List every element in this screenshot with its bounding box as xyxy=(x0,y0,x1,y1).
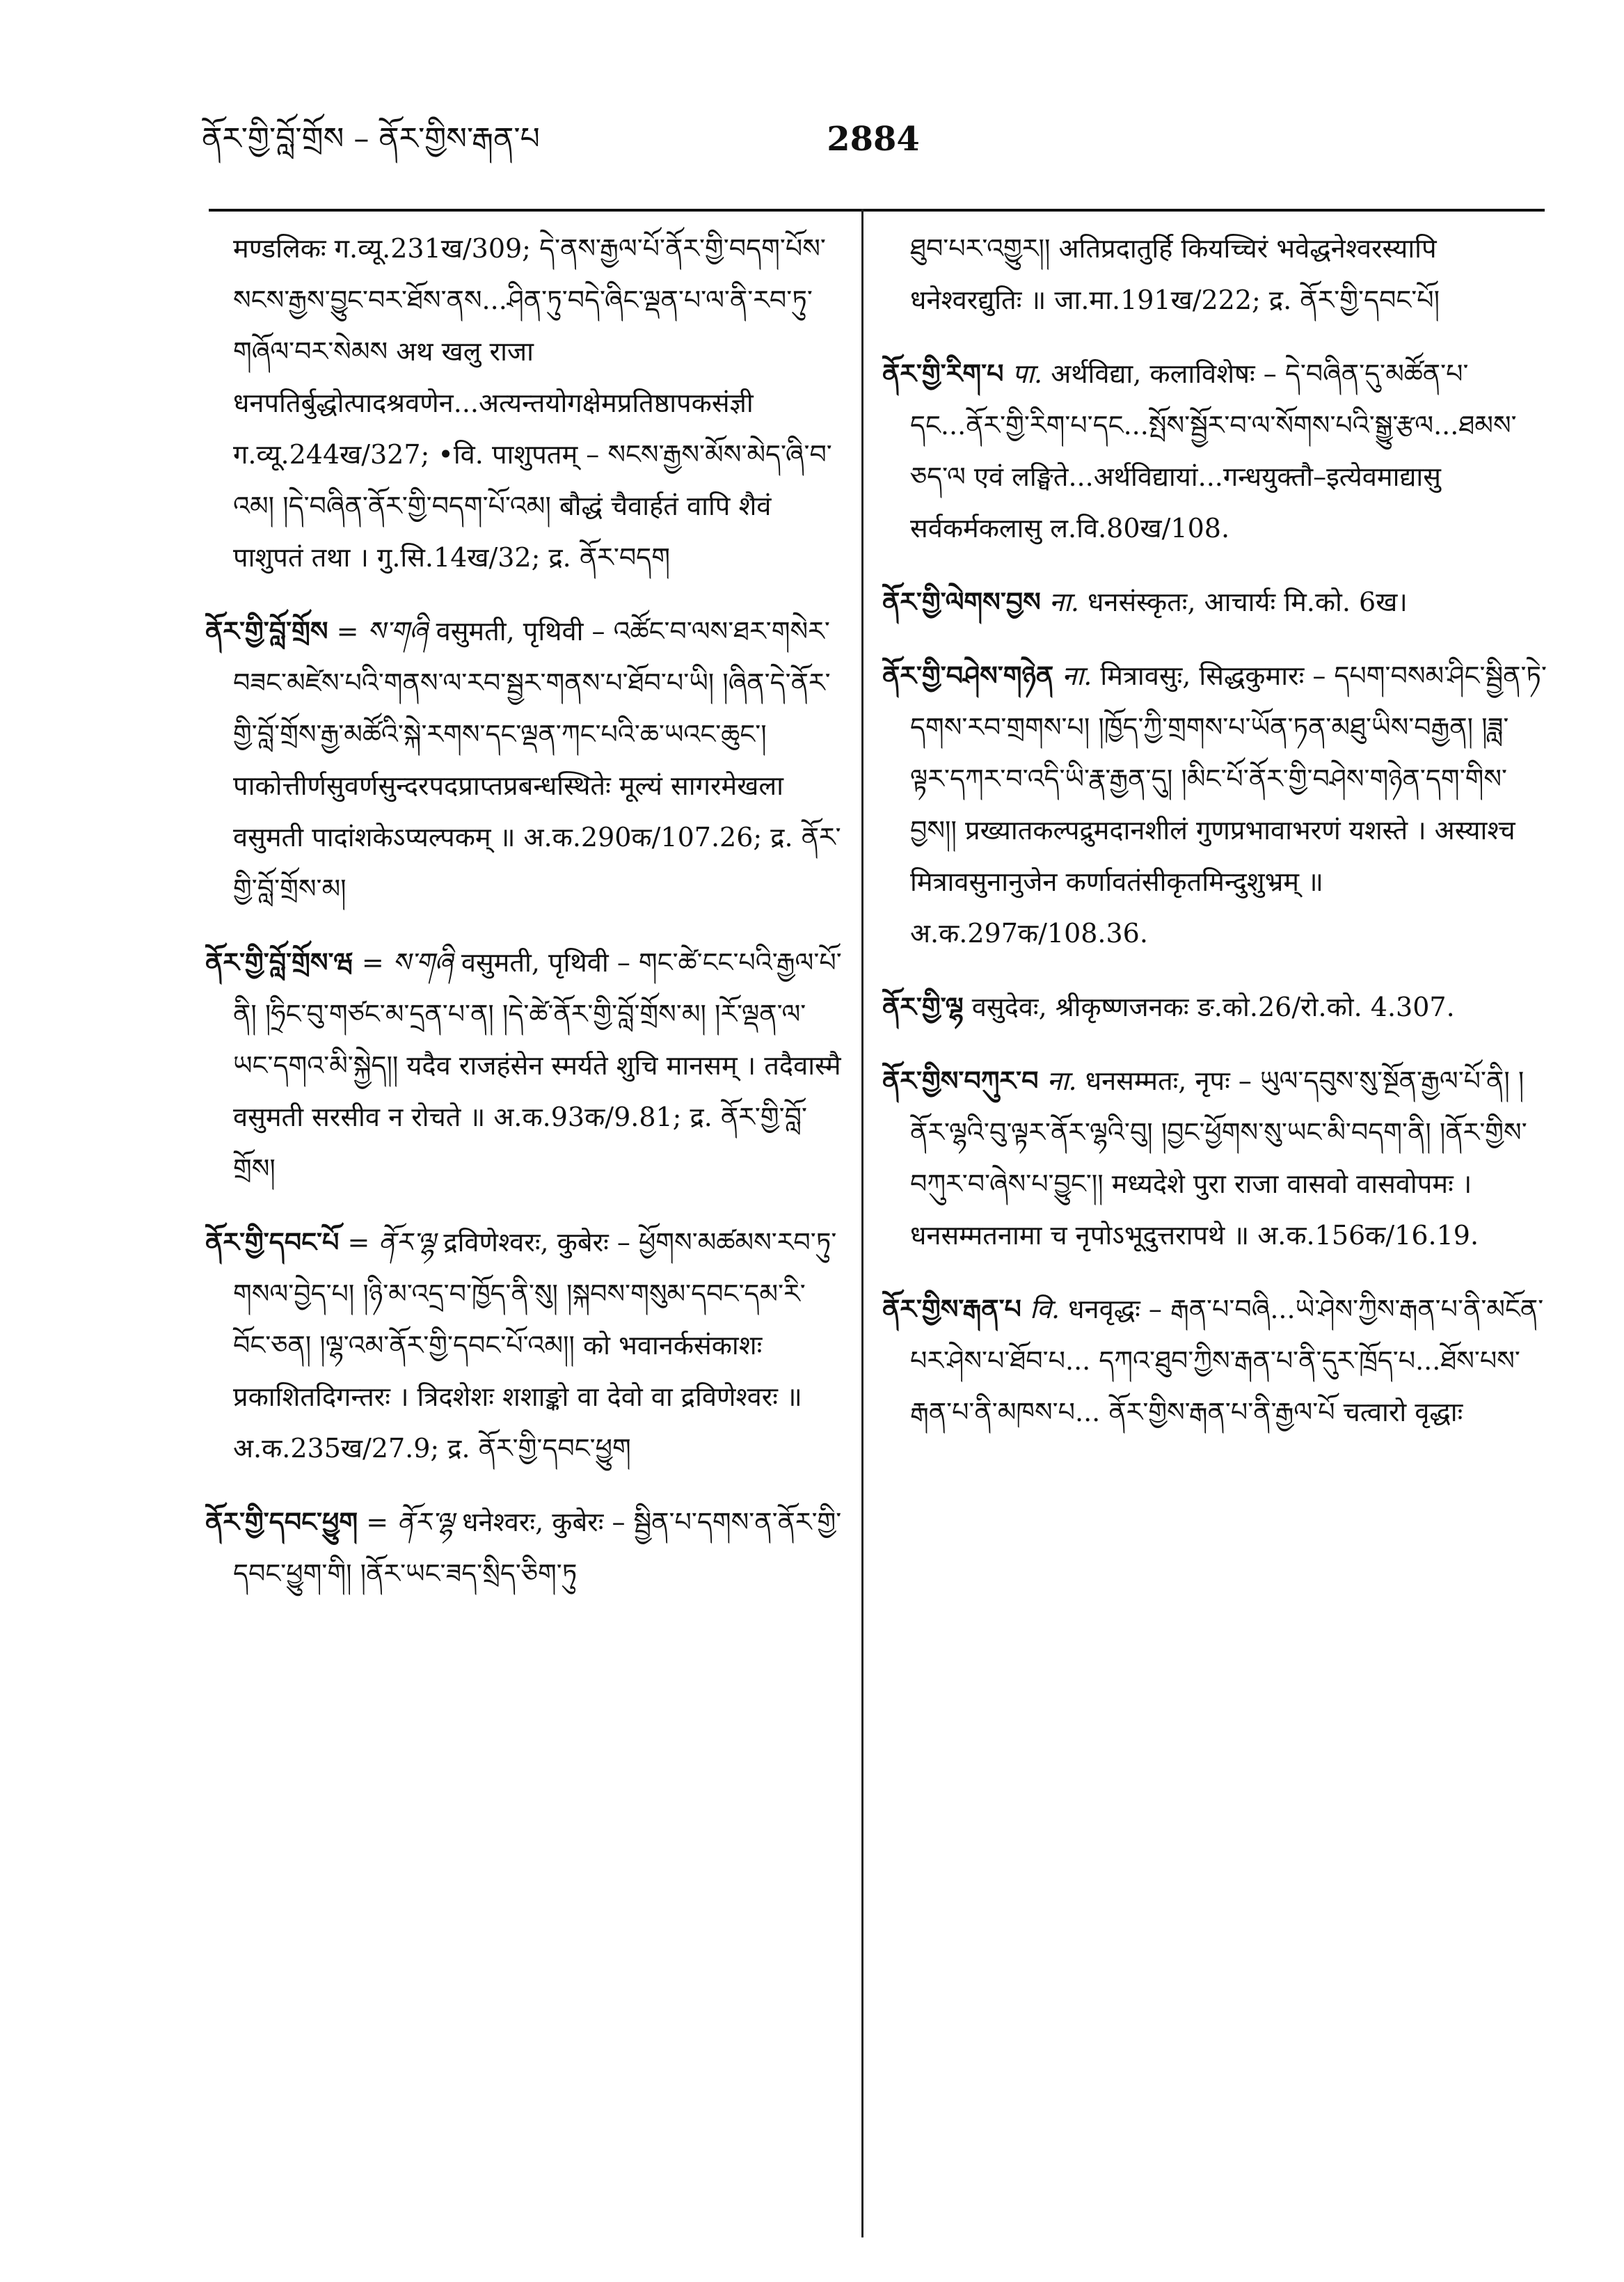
page-number: 2884 xyxy=(827,120,920,159)
entry-headword: ནོར་གྱི་རིག་པ xyxy=(882,358,1004,389)
header-rule xyxy=(209,209,1545,212)
entry-text: द्रविणेश्वरः, कुबेरः – ཕྱོགས་མཚམས་རབ་ཏུ་གསལ་བྱེད་པ། །ཉི་མ་འདྲ་བ་ཁྱོད་ནི་སུ། །སྐབས་གསུམ་དབང་དམ་རི་བོང་ཅན། །ལྷ་འམ་ནོར་གྱི་དབང་པོ་འམ།། को भवानर्कसंकाशः प्रकाशितदिगन्तरः । त्रिदशेशः शशाङ्को वा देवो वा द्रविणेश्वरः ॥ अ.क.235ख/27.9; द्र. ནོར་གྱི་དབང་ཕྱུག xyxy=(233,1227,837,1464)
entry-pos: ना. xyxy=(1062,660,1092,691)
dictionary-entry xyxy=(205,605,842,914)
left-column xyxy=(205,223,842,2227)
entry-pos: ना. xyxy=(1046,1065,1077,1096)
running-header: ནོར་གྱི་བློ་གྲོས – ནོར་གྱིས་རྒན་པ xyxy=(202,121,540,157)
dictionary-entry xyxy=(882,981,1547,1033)
dictionary-entry xyxy=(205,1217,842,1474)
entry-pos: पा. xyxy=(1012,358,1043,389)
entry-text: धनवृद्धः – རྒན་པ་བཞི...ཡེ་ཤེས་ཀྱིས་རྒན་པ་ནི་མངོན་པར་ཤེས་པ་ཐོབ་པ... དཀའ་ཐུབ་ཀྱིས་རྒན་པ་ནི་དུར་ཁྲོད་པ...ཐོས་པས་རྒན་པ་ནི་མཁས་པ... ནོར་གྱིས་རྒན་པ་ནི་རྒྱལ་པོ चत्वारो वृद्धाः xyxy=(910,1294,1544,1427)
entry-pos: = ནོར་ལྷ xyxy=(347,1227,436,1258)
right-column xyxy=(882,223,1547,2227)
entry-pos: = ས་གཞི xyxy=(361,947,453,978)
entry-pos: = ནོར་ལྷ xyxy=(366,1507,454,1537)
entry-text: मण्डलिकः ग.व्यू.231ख/309; དེ་ནས་རྒྱལ་པོ་ནོར་གྱི་བདག་པོས་སངས་རྒྱས་བྱུང་བར་ཐོས་ནས...ཤིན་ཏུ་བདེ་ཞིང་ལྡན་པ་ལ་ནི་རབ་ཏུ་གཞོལ་བར་སེམས अथ खलु राजा धनपतिर्बुद्धोत्पादश्रवणेन...अत्यन्तयोगक्षेमप्रतिष्ठापकसंज्ञी ग.व्यू.244ख/327; •वि. पाशुपतम् – སངས་རྒྱས་མོས་མེད་ཞི་བ་འམ། །དེ་བཞིན་ནོར་གྱི་བདག་པོ་འམ། बौद्धं चैवार्हतं वापि शैवं पाशुपतं तथा । गु.सि.14ख/32; द्र. ནོར་བདག xyxy=(233,233,832,573)
entry-text: धनसम्मतः, नृपः – ཡུལ་དབུས་སུ་སྔོན་རྒྱལ་པོ་ནི། །ནོར་ལྷའི་བུ་ལྟར་ནོར་ལྷའི་བུ། །བྱང་ཕྱོགས་སུ་ཡང་མི་བདག་ནི། །ནོར་གྱིས་བཀུར་བ་ཞེས་པ་བྱུང་།། मध्यदेशे पुरा राजा वासवो वासवोपमः । धनसम्मतनामा च नृपोऽभूदुत्तरापथे ॥ अ.क.156क/16.19. xyxy=(910,1065,1527,1251)
entry-continuation xyxy=(205,223,842,583)
entry-text: वसुमती, पृथिवी – འཚོང་བ་ལས་ཐར་གསེར་བཟང་མཛེས་པའི་གནས་ལ་རབ་སྦྱར་གནས་པ་ཐོབ་པ་ཡི། །ཞིན་དེ་ནོར་གྱི་བློ་གྲོས་རྒྱ་མཚོའི་སྐེ་རགས་དང་ལྡན་ཀང་པའི་ཆ་ཡའང་ཆུང་། पाकोत्तीर्णसुवर्णसुन्दरपदप्राप्तप्रबन्धस्थितेः मूल्यं सागरमेखला वसुमती पादांशकेऽप्यल्पकम् ॥ अ.क.290क/107.26; द्र. ནོར་གྱི་བློ་གྲོས་མ། xyxy=(233,616,841,904)
entry-pos: = ས་གཞི xyxy=(336,616,428,647)
entry-headword: ནོར་གྱི་བློ་གྲོས་ཝ xyxy=(205,946,353,978)
entry-headword: ནོར་གྱི་བློ་གྲོས xyxy=(205,615,328,647)
dictionary-entry xyxy=(205,1496,842,1599)
entry-text: वसुदेवः, श्रीकृष्णजनकः ङ.को.26/रो.को. 4.307. xyxy=(971,992,1455,1022)
entry-pos: ना. xyxy=(1049,587,1079,617)
entry-headword: ནོར་གྱི་དབང་ཕྱུག xyxy=(205,1506,358,1537)
entry-headword: ནོར་གྱིས་རྒན་པ xyxy=(882,1293,1021,1324)
dictionary-entry xyxy=(882,1055,1547,1261)
entry-text: वसुमती, पृथिवी – གང་ཚེ་ངང་པའི་རྒྱལ་པོ་ནི། །ཧྲིང་བུ་གཙང་མ་དྲན་པ་ན། །དེ་ཚེ་ནོར་གྱི་བློ་གྲོས་མ། །རོ་ལྡན་ལ་ཡང་དགའ་མི་སྐྱེད།། यदैव राजहंसेन स्मर्यते शुचि मानसम् । तदैवास्मै वसुमती सरसीव न रोचते ॥ अ.क.93क/9.81; द्र. ནོར་གྱི་བློ་གྲོས། xyxy=(233,947,842,1184)
entry-headword: ནོར་གྱི་ལྷ xyxy=(882,991,964,1022)
column-divider xyxy=(861,209,863,2237)
dictionary-entry xyxy=(882,576,1547,628)
entry-pos: वि. xyxy=(1030,1294,1060,1324)
dictionary-entry xyxy=(882,1283,1547,1438)
dictionary-entry xyxy=(882,348,1547,554)
entry-headword: ནོར་གྱི་དབང་པོ xyxy=(205,1226,340,1258)
entry-headword: ནོར་གྱི་བཤེས་གཉེན xyxy=(882,660,1054,691)
entry-text: मित्रावसुः, सिद्धकुमारः – དཔག་བསམ་ཤིང་སྦྱིན་ཏེ་དགས་རབ་གྲགས་པ། །ཁྱོད་ཀྱི་གྲགས་པ་ཡོན་ཏན་མཐུ་ཡིས་བརྒྱན། །ཟླ་ལྟར་དཀར་བ་འདི་ཡི་རྣ་རྒྱན་དུ། །མིང་པོ་ནོར་གྱི་བཤེས་གཉེན་དག་གིས་བྱས།། प्रख्यातकल्पद्रुमदानशीलं गुणप्रभावाभरणं यशस्ते । अस्याश्च मित्रावसुनानुजेन कर्णावतंसीकृतमिन्दुशुभ्रम् ॥ अ.क.297क/108.36. xyxy=(910,660,1547,949)
dictionary-entry xyxy=(882,650,1547,959)
entry-headword: ནོར་གྱིས་བཀུར་བ xyxy=(882,1065,1039,1096)
entry-text: धनेश्वरः, कुबेरः – སྦྱིན་པ་དགས་ན་ནོར་གྱི་དབང་ཕྱུག་གི། །ནོར་ཡང་ཟད་སྲིད་ཅིག་ཏུ xyxy=(233,1507,842,1589)
entry-text: ཐུབ་པར་འགྱུར།། अतिप्रदातुर्हि कियच्चिरं भवेद्धनेश्वरस्यापि धनेश्वरद्युतिः ॥ जा.मा.191ख/222; द्र. ནོར་གྱི་དབང་པོ། xyxy=(910,233,1440,315)
entry-text: अर्थविद्या, कलाविशेषः – དེ་བཞིན་དུ་མཚོན་པ་དང...ནོར་གྱི་རིག་པ་དང...སྤོས་སྦྱོར་བ་ལ་སོགས་པའི་སྒྱུ་རྩལ...ཐམས་ཅད་ལ एवं लङ्घिते...अर्थविद्यायां...गन्धयुक्तौ–इत्येवमाद्यासु सर्वकर्मकलासु ल.वि.80ख/108. xyxy=(910,358,1517,544)
dictionary-entry xyxy=(205,937,842,1194)
entry-headword: ནོར་གྱི་ལེགས་བྱས xyxy=(882,586,1041,617)
entry-text: धनसंस्कृतः, आचार्यः मि.को. 6ख। xyxy=(1088,587,1408,617)
entry-continuation xyxy=(882,223,1547,326)
